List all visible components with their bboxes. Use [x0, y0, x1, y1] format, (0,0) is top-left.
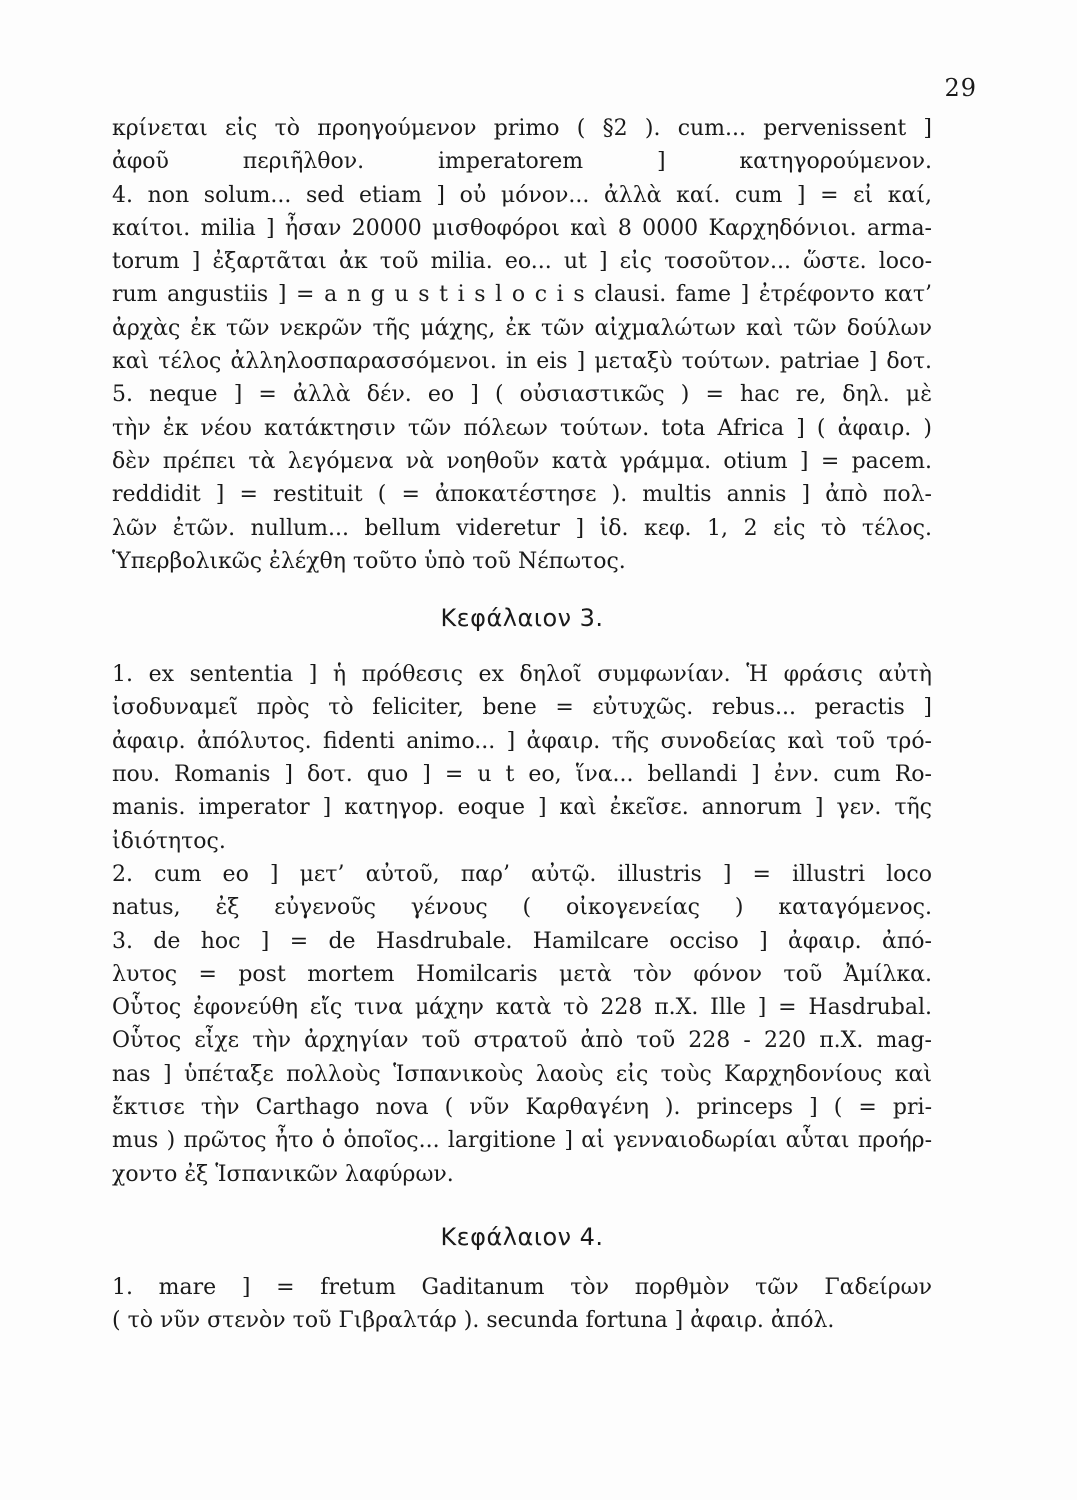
section-chapter-4-notes [112, 1271, 932, 1338]
text-line: ἔκτισε τὴν Carthago nova ( νῦν Καρθαγένη ). princeps ] ( = pri- [112, 1095, 932, 1121]
text-line: 4. non solum... sed etiam ] οὐ μόνον... ἀλλὰ καί. cum ] = εἰ καί, [112, 182, 932, 208]
section-chapter-3-notes [112, 658, 932, 1191]
text-line: ἰδιότητος. [112, 828, 226, 854]
text-line: καίτοι. milia ] ἦσαν 20000 μισθοφόροι καὶ 8 0000 Καρχηδόνιοι. arma- [112, 215, 932, 241]
chapter-heading-4: Κεφάλαιον 4. [440, 1222, 604, 1251]
text-line: Οὗτος εἶχε τὴν ἀρχηγίαν τοῦ στρατοῦ ἀπὸ τοῦ 228 - 220 π.Χ. mag- [112, 1028, 932, 1054]
page-number: 29 [944, 74, 977, 102]
text-line: δὲν πρέπει τὰ λεγόμενα νὰ νοηθοῦν κατὰ γράμμα. otium ] = pacem. [112, 448, 932, 474]
text-line: rum angustiis ] = a n g u s t i s l o c i s clausi. fame ] ἐτρέφοντο κατ’ [112, 282, 932, 308]
text-line: reddidit ] = restituit ( = ἀποκατέστησε ). multis annis ] ἀπὸ πολ- [112, 482, 932, 508]
text-line: χοντο ἐξ Ἱσπανικῶν λαφύρων. [112, 1161, 454, 1187]
text-line: 1. mare ] = fretum Gaditanum τὸν πορθμὸν τῶν Γαδείρων [112, 1274, 932, 1300]
text-line: τὴν ἐκ νέου κατάκτησιν τῶν πόλεων τούτων. tota Africa ] ( ἀφαιρ. ) [112, 415, 932, 441]
text-line: torum ] ἐξαρτᾶται ἀκ τοῦ milia. eo... ut ] εἰς τοσοῦτον... ὥστε. loco- [112, 249, 932, 275]
text-line: λυτος = post mortem Homilcaris μετὰ τὸν φόνον τοῦ Ἀμίλκα. [112, 961, 932, 987]
text-line: λῶν ἐτῶν. nullum... bellum videretur ] ἰδ. κεφ. 1, 2 εἰς τὸ τέλος. [112, 515, 932, 541]
text-line: nas ] ὑπέταξε πολλοὺς Ἱσπανικοὺς λαοὺς εἰς τοὺς Καρχηδονίους καὶ [112, 1061, 932, 1087]
text-line: κρίνεται εἰς τὸ προηγούμενον primo ( §2 ). cum... pervenissent ] [112, 116, 932, 141]
text-line: mus ) πρῶτος ἦτο ὁ ὁποῖος... largitione ] αἱ γενναιοδωρίαι αὗται προήρ- [112, 1128, 932, 1154]
text-line: 1. ex sententia ] ἡ πρόθεσις ex δηλοῖ συμφωνίαν. Ἡ φράσις αὐτὴ [112, 662, 932, 688]
text-line: Οὗτος ἐφονεύθη εἴς τινα μάχην κατὰ τὸ 228 π.Χ. Ille ] = Hasdrubal. [112, 995, 932, 1021]
text-line: 5. neque ] = ἀλλὰ δέν. eo ] ( οὐσιαστικῶς ) = hac re, δηλ. μὲ [112, 382, 932, 408]
text-line: 2. cum eo ] μετ’ αὐτοῦ, παρ’ αὐτῷ. illustris ] = illustri loco [112, 861, 932, 887]
text-line: Ὑπερβολικῶς ἐλέχθη τοῦτο ὑπὸ τοῦ Νέπωτος. [112, 548, 626, 574]
text-line: ἰσοδυναμεῖ πρὸς τὸ feliciter, bene = εὐτυχῶς. rebus... peractis ] [112, 695, 932, 721]
text-line: ( τὸ νῦν στενὸν τοῦ Γιβραλτάρ ). secunda fortuna ] ἀφαιρ. ἀπόλ. [112, 1308, 835, 1334]
chapter-heading-3: Κεφάλαιον 3. [440, 604, 604, 633]
text-line: που. Romanis ] δοτ. quo ] = u t eo, ἵνα... bellandi ] ἐνν. cum Ro- [112, 762, 932, 788]
text-line: ἀρχὰς ἐκ τῶν νεκρῶν τῆς μάχης, ἐκ τῶν αἰχμαλώτων καὶ τῶν δούλων [112, 315, 932, 341]
text-line: ἀφαιρ. ἀπόλυτος. fidenti animo... ] ἀφαιρ. τῆς συνοδείας καὶ τοῦ τρό- [112, 728, 932, 754]
text-line: 3. de hoc ] = de Hasdrubale. Hamilcare occiso ] ἀφαιρ. ἀπό- [112, 928, 932, 954]
text-line: καὶ τέλος ἀλληλοσπαρασσόμενοι. in eis ] μεταξὺ τούτων. patriae ] δοτ. [112, 349, 932, 375]
text-line: manis. imperator ] κατηγορ. eoque ] καὶ ἐκεῖσε. annorum ] γεν. τῆς [112, 795, 932, 821]
text-line: ἀφοῦ περιῆλθον. imperatorem ] κατηγορούμενον. [112, 149, 932, 175]
section-chapter-2-notes [112, 112, 932, 578]
text-line: natus, ἐξ εὐγενοῦς γένους ( οἰκογενείας ) καταγόμενος. [112, 895, 932, 921]
page-body [112, 112, 932, 1338]
